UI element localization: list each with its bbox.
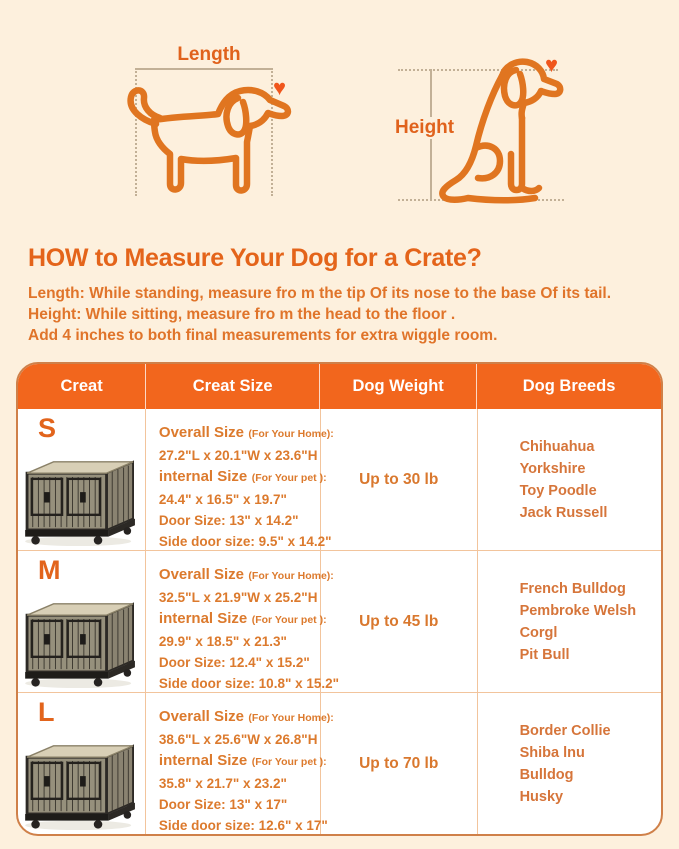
internal-size-value: 24.4" x 16.5" x 19.7"	[158, 492, 287, 507]
breed-item: French Bulldog	[519, 580, 626, 597]
internal-size-note: (For Your pet ):	[251, 472, 327, 484]
overall-size-value: 27.2"L x 20.1"W x 23.6"H	[158, 448, 318, 463]
header-creat: Creat	[18, 364, 146, 409]
table-row-small	[18, 409, 661, 550]
breed-item: Husky	[519, 788, 564, 805]
overall-size-note: (For Your Home):	[248, 712, 334, 724]
weight-value: Up to 45 lb	[359, 612, 439, 630]
measuring-instructions	[28, 283, 611, 346]
table-row-medium	[18, 550, 661, 692]
internal-size-label: internal Size	[158, 610, 248, 627]
dog-breeds-cell	[478, 551, 661, 692]
breed-item: Yorkshire	[519, 460, 586, 477]
heart-icon: ♥	[273, 75, 287, 100]
dog-weight-cell	[321, 409, 478, 550]
instruction-line-height: Height: While sitting, measure fro m the head to the floor .	[28, 306, 456, 323]
internal-size-value: 35.8" x 21.7" x 23.2"	[158, 776, 287, 791]
instruction-line-length: Length: While standing, measure fro m the tip Of its nose to the base Of its tail.	[28, 285, 612, 302]
crate-product-image	[19, 583, 143, 689]
breed-item: Bulldog	[519, 766, 574, 783]
breed-item: Chihuahua	[519, 438, 595, 455]
crate-size-cell	[146, 409, 334, 550]
dog-weight-cell	[321, 693, 478, 834]
crate-cell	[18, 409, 146, 550]
overall-size-value: 32.5"L x 21.9"W x 25.2"H	[158, 590, 318, 605]
side-door-size-value: Side door size: 9.5" x 14.2"	[158, 534, 332, 549]
crate-cell	[18, 693, 146, 834]
length-label: Length	[156, 44, 262, 66]
overall-size-label: Overall Size	[158, 424, 244, 441]
side-door-size-value: Side door size: 12.6" x 17"	[158, 818, 328, 833]
door-size-value: Door Size: 12.4" x 15.2"	[158, 655, 310, 670]
breed-list	[478, 436, 608, 524]
crate-size-table	[16, 362, 663, 836]
side-door-size-value: Side door size: 10.8" x 15.2"	[158, 676, 340, 691]
overall-size-value: 38.6"L x 25.6"W x 26.8"H	[158, 732, 318, 747]
internal-size-label: internal Size	[158, 752, 248, 769]
breed-list	[478, 720, 611, 808]
weight-value: Up to 30 lb	[359, 470, 439, 488]
crate-product-image	[19, 725, 143, 831]
door-size-value: Door Size: 13" x 14.2"	[158, 513, 299, 528]
overall-size-note: (For Your Home):	[248, 428, 334, 440]
internal-size-value: 29.9" x 18.5" x 21.3"	[158, 634, 287, 649]
dog-breeds-cell	[478, 409, 661, 550]
breed-item: Toy Poodle	[519, 482, 597, 499]
breed-item: Shiba lnu	[519, 744, 585, 761]
breed-item: Pit Bull	[519, 646, 570, 663]
breed-item: Jack Russell	[519, 504, 608, 521]
dog-weight-cell	[321, 551, 478, 692]
breed-item: Pembroke Welsh	[519, 602, 637, 619]
crate-size-cell	[146, 693, 334, 834]
length-measure-line	[135, 68, 273, 70]
table-row-large	[18, 692, 661, 834]
crate-size-cell	[146, 551, 340, 692]
header-creat-size: Creat Size	[146, 364, 320, 409]
breed-list	[478, 578, 637, 666]
weight-value: Up to 70 lb	[359, 754, 439, 772]
internal-size-label: internal Size	[158, 468, 248, 485]
header-dog-breeds: Dog Breeds	[522, 377, 616, 395]
crate-product-image	[19, 441, 143, 547]
overall-size-note: (For Your Home):	[248, 570, 334, 582]
crate-size-letter: S	[38, 413, 57, 443]
internal-size-note: (For Your pet ):	[251, 756, 327, 768]
measurement-illustration	[0, 0, 679, 235]
header-dog-weight: Dog Weight	[320, 364, 477, 409]
height-label: Height	[392, 117, 457, 139]
breed-item: Corgl	[519, 624, 558, 641]
table-header-row	[18, 364, 661, 409]
dog-breeds-cell	[478, 693, 661, 834]
overall-size-label: Overall Size	[158, 708, 244, 725]
crate-size-letter: L	[38, 697, 55, 727]
door-size-value: Door Size: 13" x 17"	[158, 797, 288, 812]
heart-icon: ♥	[545, 52, 559, 77]
page-title: HOW to Measure Your Dog for a Crate?	[28, 244, 482, 272]
internal-size-note: (For Your pet ):	[251, 614, 327, 626]
crate-size-letter: M	[38, 555, 61, 585]
overall-size-label: Overall Size	[158, 566, 244, 583]
instruction-line-wiggle: Add 4 inches to both final measurements for extra wiggle room.	[28, 327, 498, 344]
breed-item: Border Collie	[519, 722, 611, 739]
crate-cell	[18, 551, 146, 692]
